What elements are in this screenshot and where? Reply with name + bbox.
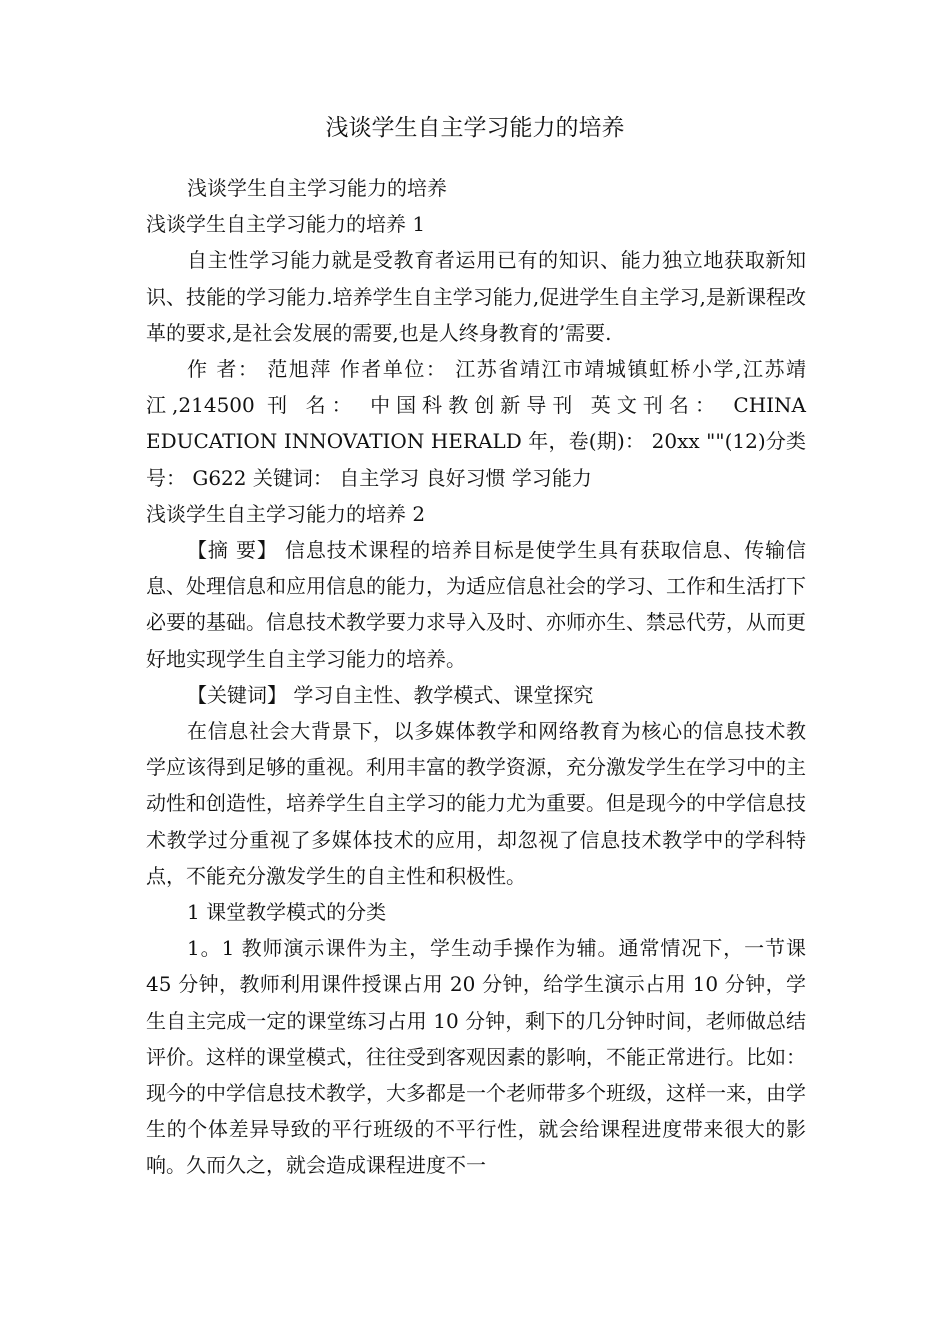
paragraph: 【关键词】 学习自主性、教学模式、课堂探究 — [187, 682, 594, 707]
paragraph: 浅谈学生自主学习能力的培养 1 — [146, 212, 426, 237]
document-title: 浅谈学生自主学习能力的培养 — [325, 115, 625, 141]
paragraph: 自主性学习能力就是受教育者运用已有的知识、能力独立地获取新知识、技能的学习能力.培养学生自主学习能力,促进学生自主学习,是新课程改革的要求,是社会发展的需要,也是人终身教育的’需要. — [146, 248, 806, 345]
paragraph: 【摘 要】 信息技术课程的培养目标是使学生具有获取信息、传输信息、处理信息和应用信息的能力，为适应信息社会的学习、工作和生活打下必要的基础。信息技术教学要力求导入及时、亦师亦生、禁忌代劳，从而更好地实现学生自主学习能力的培养。 — [146, 538, 806, 671]
paragraph: 作 者： 范旭萍 作者单位： 江苏省靖江市靖城镇虹桥小学,江苏靖江,214500 刊 名： 中国科教创新导刊 英文刊名： CHINA EDUCATION INNOVATION HERALD 年，卷(期)： 20xx ""(12)分类号： G622 关键词： 自主学习 良好习惯 学习能力 — [146, 357, 806, 490]
paragraph: 浅谈学生自主学习能力的培养 — [187, 176, 447, 200]
paragraph: 浅谈学生自主学习能力的培养 2 — [146, 501, 426, 526]
paragraph: 1 课堂教学模式的分类 — [187, 900, 387, 925]
paragraph: 在信息社会大背景下，以多媒体教学和网络教育为核心的信息技术教学应该得到足够的重视。利用丰富的教学资源，充分激发学生在学习中的主动性和创造性，培养学生自主学习的能力尤为重要。但是现今的中学信息技术教学过分重视了多媒体技术的应用，却忽视了信息技术教学中的学科特点，不能充分激发学生的自主性和积极性。 — [146, 719, 806, 888]
document-body — [146, 170, 806, 1184]
paragraph: 1。1 教师演示课件为主，学生动手操作为辅。通常情况下，一节课 45 分钟，教师利用课件授课占用 20 分钟，给学生演示占用 10 分钟，学生自主完成一定的课堂练习占用 10 分钟，剩下的几分钟时间，老师做总结评价。这样的课堂模式，往往受到客观因素的影响，不能正常进行。比如：现今的中学信息技术教学，大多都是一个老师带多个班级，这样一来，由学生的个体差异导致的平行班级的不平行性，就会给课程进度带来很大的影响。久而久之，就会造成课程进度不一 — [146, 936, 806, 1178]
